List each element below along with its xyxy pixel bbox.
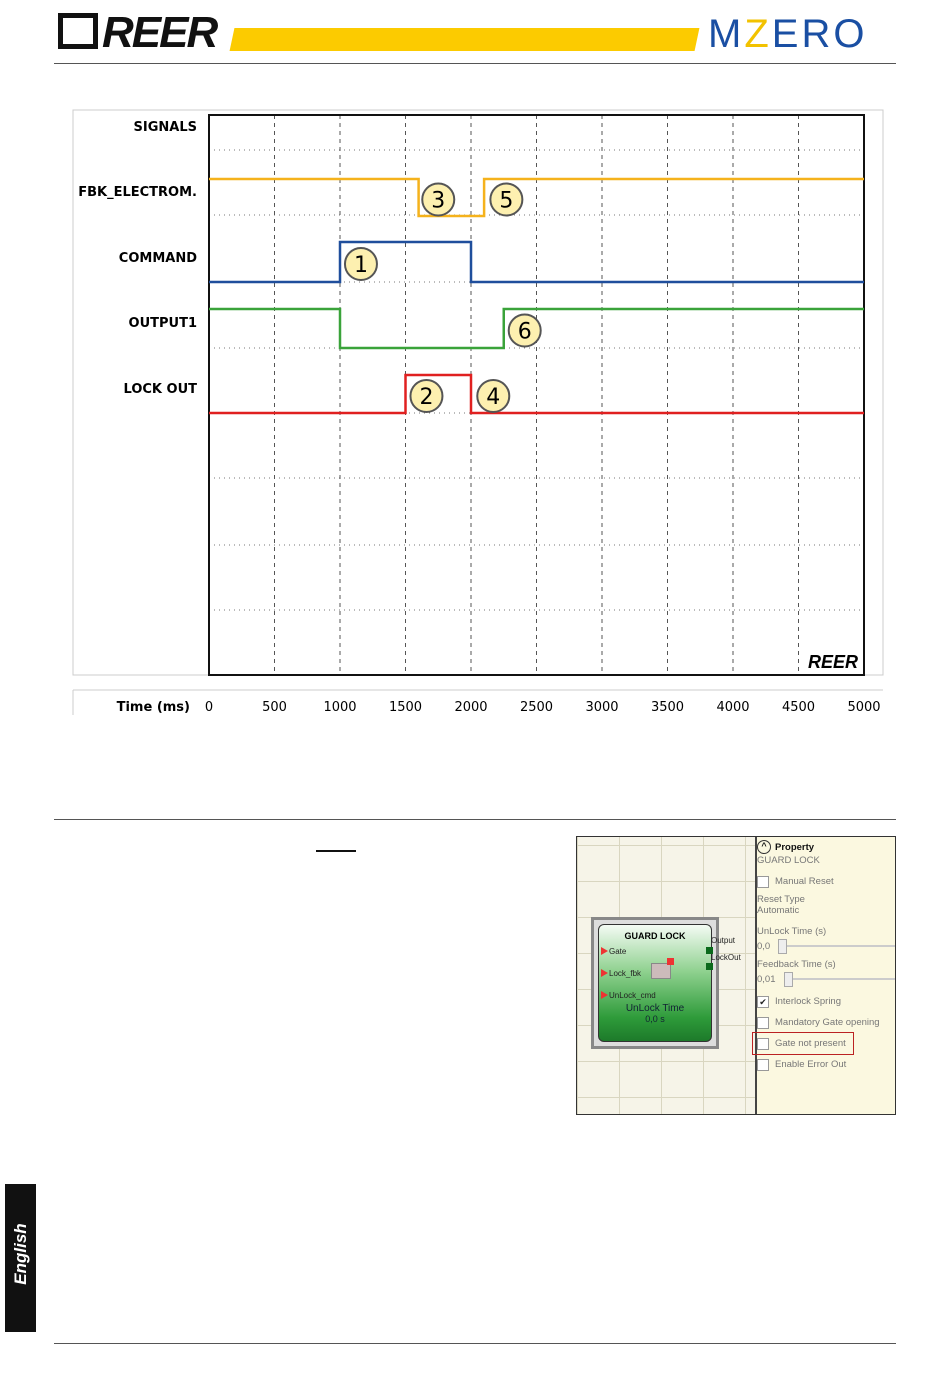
block-name: GUARD LOCK [757,855,820,866]
x-axis-label: Time (ms) [116,700,190,715]
underline-mark [316,850,356,852]
manual-reset-checkbox[interactable] [757,871,895,892]
unlock-time-slider[interactable] [757,937,895,955]
chart-title: SIGNALS [133,120,197,135]
x-tick-label: 2500 [519,700,554,715]
x-tick-label: 5000 [847,700,881,715]
x-tick-label: 0 [204,700,214,715]
collapse-icon[interactable]: ^ [757,840,771,854]
feedback-time-slider[interactable] [757,970,895,988]
x-tick-label: 500 [262,700,287,715]
checkbox[interactable] [757,1038,769,1050]
logo-part: M [708,12,745,56]
x-tick-label: 4500 [781,700,816,715]
logo-part: ERO [771,12,868,56]
checkbox[interactable] [757,1059,769,1071]
step-marker-label: 5 [499,188,514,214]
logo-part: Z [744,12,772,56]
lockout-label: LockOut [711,953,741,962]
input-pin-gate[interactable]: Gate [601,947,626,956]
unlock-time-label: UnLock Time (s) [757,926,827,937]
reset-type-value[interactable]: Automatic [757,905,800,916]
brand-text: REER [102,8,217,57]
slider-thumb[interactable] [778,939,787,954]
step-marker-label: 3 [431,188,446,214]
x-tick-label: 1000 [323,700,357,715]
param-value: 0,0 s [645,1014,665,1024]
checkbox[interactable] [757,876,769,888]
mandatory-gate-checkbox[interactable] [757,1012,895,1033]
checkbox-label: Gate not present [775,1038,846,1049]
signal-label: LOCK OUT [123,382,197,397]
enable-error-out-checkbox[interactable] [757,1054,895,1075]
slider-value: 0,01 [757,973,776,985]
checkbox-label: Mandatory Gate opening [775,1017,880,1028]
step-marker-label: 4 [486,385,501,410]
checkbox-label: Manual Reset [775,876,834,887]
guard-lock-block[interactable] [591,917,741,1049]
reset-type-label: Reset Type [757,894,805,905]
checkbox[interactable] [757,1017,769,1029]
footer-divider [54,1343,896,1344]
input-pin-unlock-cmd[interactable]: UnLock_cmd [601,991,656,1000]
section-divider [54,819,896,820]
checkbox-checked[interactable]: ✔ [757,996,769,1008]
signal-label: OUTPUT1 [128,316,197,331]
x-tick-label: 1500 [388,700,423,715]
step-marker-label: 2 [419,385,434,410]
x-tick-label: 4000 [716,700,750,715]
x-tick-label: 3500 [650,700,685,715]
x-tick-label: 3000 [585,700,619,715]
property-title: Property [775,841,815,853]
x-tick-label: 2000 [454,700,488,715]
output-label: Output [711,936,736,945]
language-label: English [11,1223,30,1285]
param-label: UnLock Time [625,1003,685,1014]
lock-device-icon [651,963,671,979]
property-panel [757,839,895,1075]
checkbox-label: Interlock Spring [775,996,842,1007]
watermark-logo: REER [807,652,858,672]
step-marker-label: 1 [353,253,368,278]
design-canvas[interactable] [577,837,757,1114]
guard-lock-config [576,836,896,1115]
block-title: GUARD LOCK [624,931,686,941]
gate-not-present-checkbox[interactable] [753,1033,853,1054]
checkbox-label: Enable Error Out [775,1059,847,1070]
signal-label: COMMAND [118,251,197,266]
lockout-port[interactable] [706,963,713,970]
signal-label: FBK_ELECTROM. [78,185,197,200]
slider-thumb[interactable] [784,972,793,987]
feedback-time-label: Feedback Time (s) [757,959,836,970]
input-pin-lock-fbk[interactable]: Lock_fbk [601,969,641,978]
language-tab [5,1184,36,1332]
interlock-spring-checkbox[interactable] [757,991,895,1012]
slider-value: 0,0 [757,940,771,952]
step-marker-label: 6 [517,319,532,345]
